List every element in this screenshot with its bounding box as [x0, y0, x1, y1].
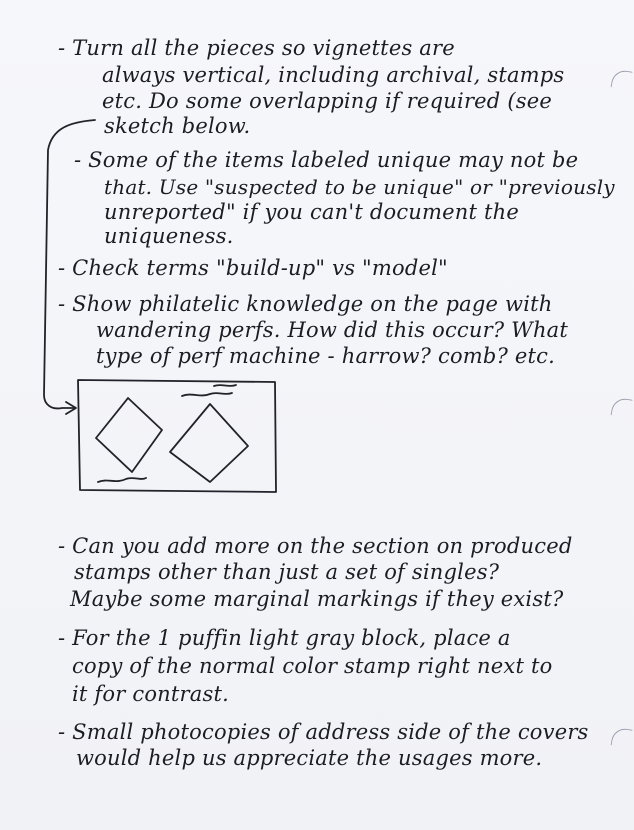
- diamond-right: [170, 404, 248, 482]
- note-line: - Turn all the pieces so vignettes are: [58, 36, 455, 60]
- note-line: - Small photocopies of address side of the covers: [58, 720, 589, 744]
- note-line: - Check terms "build-up" vs "model": [58, 256, 448, 280]
- note-line: would help us appreciate the usages more.: [76, 746, 543, 770]
- squiggle: [214, 385, 236, 386]
- note-line: stamps other than just a set of singles?: [74, 560, 500, 584]
- note-line: - Show philatelic knowledge on the page with: [58, 292, 553, 316]
- note-line: Maybe some marginal markings if they exist?: [70, 587, 564, 611]
- note-line: type of perf machine - harrow? comb? etc.: [96, 344, 556, 368]
- note-line: wandering perfs. How did this occur? What: [96, 318, 569, 342]
- diamond-left: [96, 398, 162, 472]
- note-line: etc. Do some overlapping if required (see: [102, 89, 552, 113]
- sketch-box: [78, 380, 276, 492]
- note-line: unreported" if you can't document the: [104, 200, 519, 224]
- note-line: uniqueness.: [104, 224, 234, 248]
- note-line: - Can you add more on the section on produced: [58, 534, 573, 558]
- note-line: - For the 1 puffin light gray block, place a: [58, 626, 511, 650]
- note-line: sketch below.: [104, 114, 251, 138]
- squiggle: [98, 478, 146, 482]
- note-line: that. Use "suspected to be unique" or "previously: [104, 175, 615, 199]
- note-line: always vertical, including archival, stamps: [102, 63, 565, 87]
- note-line: it for contrast.: [72, 682, 229, 706]
- note-line: copy of the normal color stamp right next to: [72, 654, 553, 678]
- note-line: - Some of the items labeled unique may not be: [74, 148, 579, 172]
- squiggle: [182, 393, 232, 396]
